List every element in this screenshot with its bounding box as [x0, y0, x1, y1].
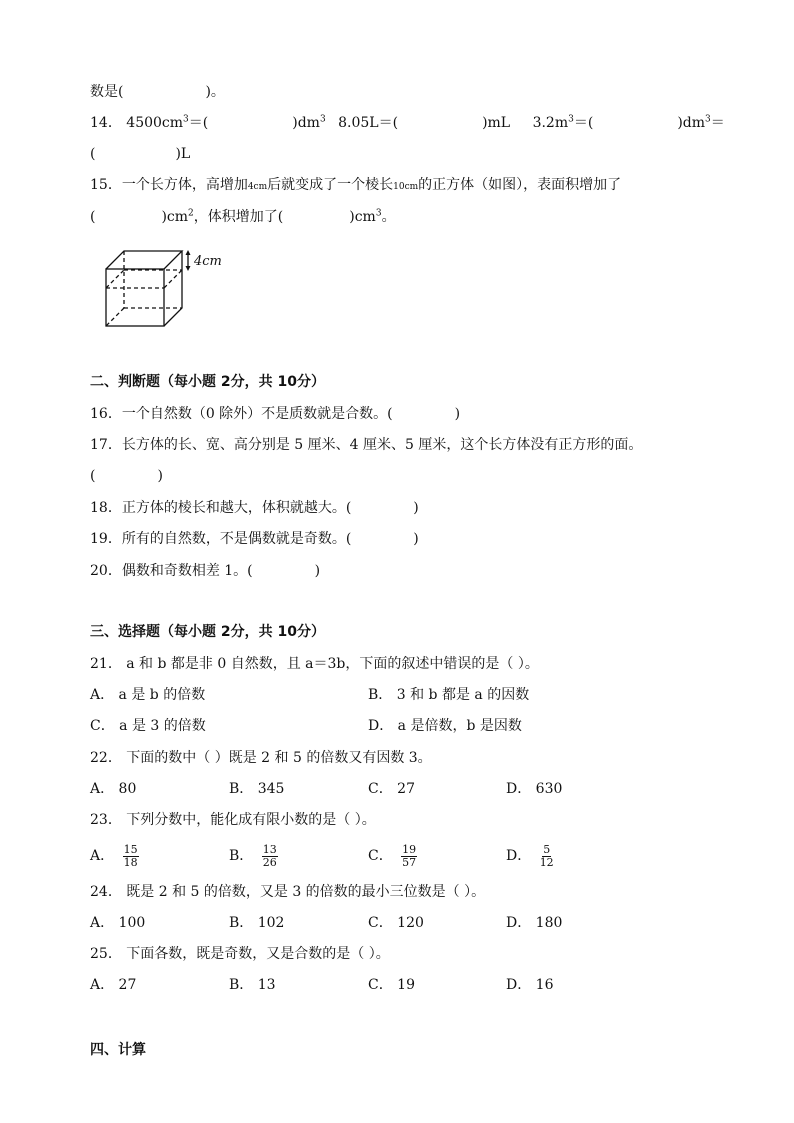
q25-option-b[interactable]: B． 13	[229, 977, 276, 993]
section-3-title: 三、选择题（每小题 2分，共 10分）	[90, 624, 325, 640]
question-16: 16．一个自然数（0 除外）不是质数就是合数。( )	[90, 406, 461, 422]
question-14-line2: ( )L	[90, 146, 191, 162]
question-14: 14． $4500cm^3=$( )$dm^3$ 8.05L＝( )mL $3.2m^3=$( )$dm^3=$	[90, 114, 725, 131]
q24-option-b[interactable]: B． 102	[229, 915, 285, 931]
cube-front-face	[106, 269, 164, 326]
q13-tail: 数是( )。	[90, 84, 225, 100]
q21-option-d[interactable]: D． a 是倍数，b 是因数	[368, 718, 522, 734]
fraction: $\frac{5}{12}$	[539, 842, 554, 869]
fraction: $\frac{13}{26}$	[262, 842, 277, 869]
question-17: 17．长方体的长、宽、高分别是 5 厘米、4 厘米、5 厘米，这个长方体没有正方形的面。	[90, 437, 643, 453]
cuboid-figure	[100, 245, 240, 335]
q24-option-a[interactable]: A． 100	[90, 915, 146, 931]
q22-option-d[interactable]: D． 630	[506, 781, 563, 797]
q25-option-a[interactable]: A． 27	[90, 977, 137, 993]
q21-option-b[interactable]: B． 3 和 b 都是 a 的因数	[368, 687, 530, 703]
q21-option-a[interactable]: A． a 是 b 的倍数	[90, 687, 206, 703]
cube-right-face	[164, 251, 182, 326]
question-25: 25． 下面各数，既是奇数，又是合数的是（ ）。	[90, 946, 390, 962]
q22-option-b[interactable]: B． 345	[229, 781, 285, 797]
question-24: 24． 既是 2 和 5 的倍数，又是 3 的倍数的最小三位数是（ ）。	[90, 884, 486, 900]
cube-top-face	[106, 251, 182, 269]
question-21: 21． a 和 b 都是非 0 自然数，且 a＝3b，下面的叙述中错误的是（ ）。	[90, 656, 539, 672]
question-20: 20．偶数和奇数相差 1。( )	[90, 563, 321, 579]
question-19: 19．所有的自然数，不是偶数就是奇数。( )	[90, 531, 419, 547]
q22-option-a[interactable]: A． 80	[90, 781, 137, 797]
q23-option-a[interactable]: A． $\frac{15}{18}$	[90, 842, 138, 869]
section-4-title: 四、计算	[90, 1042, 146, 1058]
question-22: 22． 下面的数中（ ）既是 2 和 5 的倍数又有因数 3。	[90, 750, 432, 766]
q22-option-c[interactable]: C． 27	[368, 781, 415, 797]
q24-option-d[interactable]: D． 180	[506, 915, 563, 931]
question-18: 18．正方体的棱长和越大，体积就越大。( )	[90, 500, 419, 516]
q21-option-c[interactable]: C． a 是 3 的倍数	[90, 718, 206, 734]
q24-option-c[interactable]: C． 120	[368, 915, 424, 931]
question-15-line2: ( )$cm^2$，体积增加了( )$cm^3$。	[90, 208, 396, 225]
section-2-title: 二、判断题（每小题 2分，共 10分）	[90, 374, 325, 390]
q25-option-c[interactable]: C． 19	[368, 977, 415, 993]
figure-label-4cm: 4cm	[194, 254, 222, 269]
question-17-line2: ( )	[90, 468, 163, 484]
fraction: $\frac{15}{18}$	[123, 842, 138, 869]
fraction: $\frac{19}{57}$	[402, 842, 417, 869]
question-15: 15．一个长方体，高增加4cm后就变成了一个棱长10cm的正方体（如图），表面积增加了	[90, 177, 622, 193]
q25-option-d[interactable]: D． 16	[506, 977, 554, 993]
q23-option-b[interactable]: B． $\frac{13}{26}$	[229, 842, 277, 869]
question-23: 23． 下列分数中，能化成有限小数的是（ ）。	[90, 812, 376, 828]
q23-option-d[interactable]: D． $\frac{5}{12}$	[506, 842, 554, 869]
q23-option-c[interactable]: C． $\frac{19}{57}$	[368, 842, 417, 869]
